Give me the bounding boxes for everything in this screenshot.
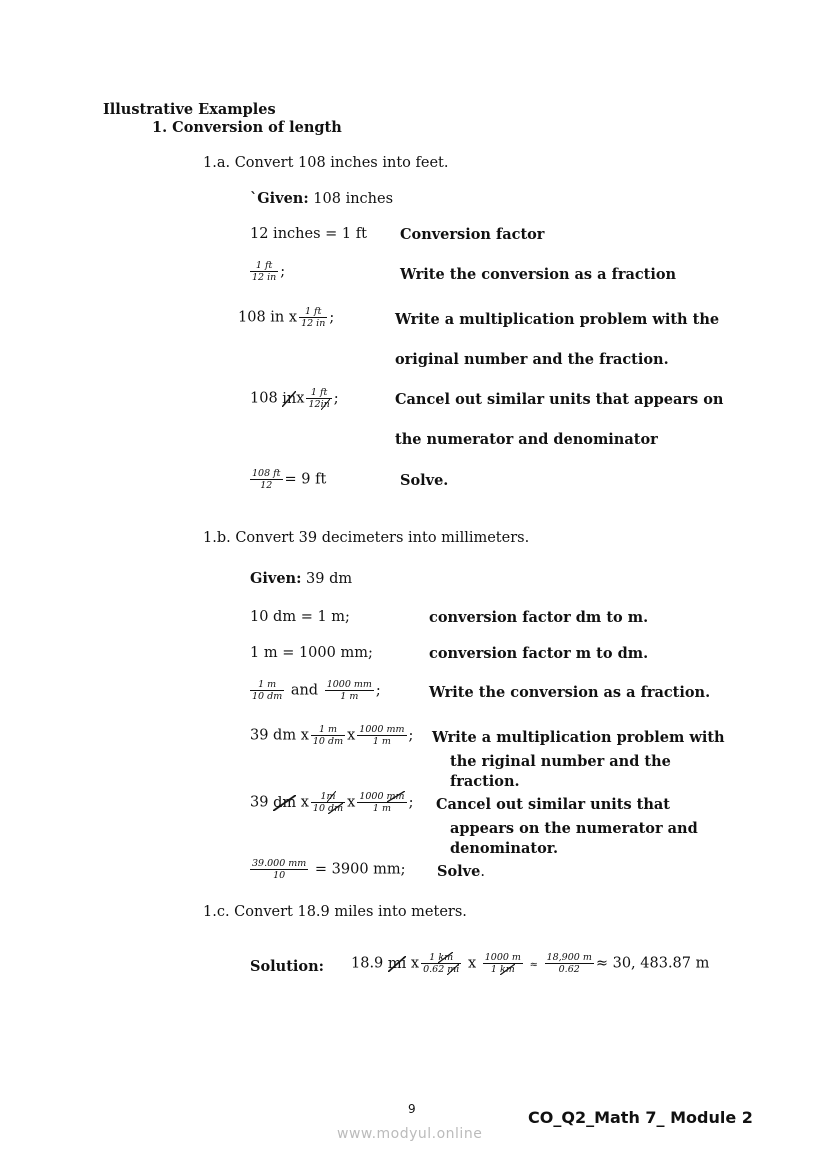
step-left: 10 dm = 1 m; xyxy=(250,609,350,625)
step-desc: Solve. xyxy=(437,863,485,880)
example-b-given: Given: 39 dm xyxy=(250,570,353,587)
step-desc: Cancel out similar units that xyxy=(436,796,670,813)
step-desc: denominator. xyxy=(450,840,559,857)
step-left: 1 m = 1000 mm; xyxy=(250,645,373,661)
step-desc: the riginal number and the xyxy=(450,753,671,770)
step-desc: fraction. xyxy=(450,773,520,790)
section-title: 1. Conversion of length xyxy=(152,119,342,136)
module-label: CO_Q2_Math 7_ Module 2 xyxy=(528,1108,753,1127)
example-b-title: 1.b. Convert 39 decimeters into millimeters. xyxy=(203,530,530,546)
step-desc: the numerator and denominator xyxy=(395,431,658,448)
step-desc: Conversion factor xyxy=(400,226,545,243)
solution-expression: 18.9 mi x $\frac{1 km}{0.62 mi}$ x $\frac{1000 m}{1 km}$ ≈ $\frac{18,900 m}{0.62}$ ≈ 30, 483.87 m xyxy=(351,952,710,975)
fraction: $\frac{1 ft}{12 in}$ ; xyxy=(252,260,286,283)
step-desc: Write the conversion as a fraction. xyxy=(429,684,711,701)
step-desc: conversion factor dm to m. xyxy=(429,609,649,626)
solution-label: Solution: xyxy=(250,958,324,975)
step-left: 108 inx $\frac{1 ft}{12in}$ ; xyxy=(250,387,339,410)
example-a-given xyxy=(250,190,393,207)
step-left: 12 inches = 1 ft xyxy=(250,226,367,242)
step-left: $\frac{1 m}{10 dm}$ and $\frac{1000 mm}{1 m}$ ; xyxy=(252,679,381,702)
step-desc: original number and the fraction. xyxy=(395,351,669,368)
example-a-title: 1.a. Convert 108 inches into feet. xyxy=(203,155,449,171)
step-desc: Solve. xyxy=(400,472,449,489)
step-left: 39 dm x $\frac{1m}{10 dm}$ x $\frac{1000 mm}{1 m}$ ; xyxy=(250,791,414,814)
step-left: 108 in x $\frac{1 ft}{12 in}$ ; xyxy=(238,306,335,329)
step-left: 39 dm x $\frac{1 m}{10 dm}$ x $\frac{1000 mm}{1 m}$ ; xyxy=(250,724,414,747)
example-c-title: 1.c. Convert 18.9 miles into meters. xyxy=(203,904,467,920)
page-number: 9 xyxy=(408,1102,416,1116)
given-value: 108 inches xyxy=(313,191,394,207)
step-left: $\frac{108 ft}{12}$ = 9 ft xyxy=(252,468,327,491)
heading: Illustrative Examples xyxy=(103,101,276,118)
step-desc: Write a multiplication problem with xyxy=(432,729,725,746)
step-left: $\frac{39.000 mm}{10}$ = 3900 mm; xyxy=(252,858,406,881)
given-label: `Given: xyxy=(250,190,309,207)
step-desc: Write a multiplication problem with the xyxy=(395,311,720,328)
step-desc: appears on the numerator and xyxy=(450,820,698,837)
watermark: www.modyul.online xyxy=(337,1126,483,1142)
step-desc: conversion factor m to dm. xyxy=(429,645,649,662)
step-desc: Write the conversion as a fraction xyxy=(400,266,677,283)
step-desc: Cancel out similar units that appears on xyxy=(395,391,724,408)
